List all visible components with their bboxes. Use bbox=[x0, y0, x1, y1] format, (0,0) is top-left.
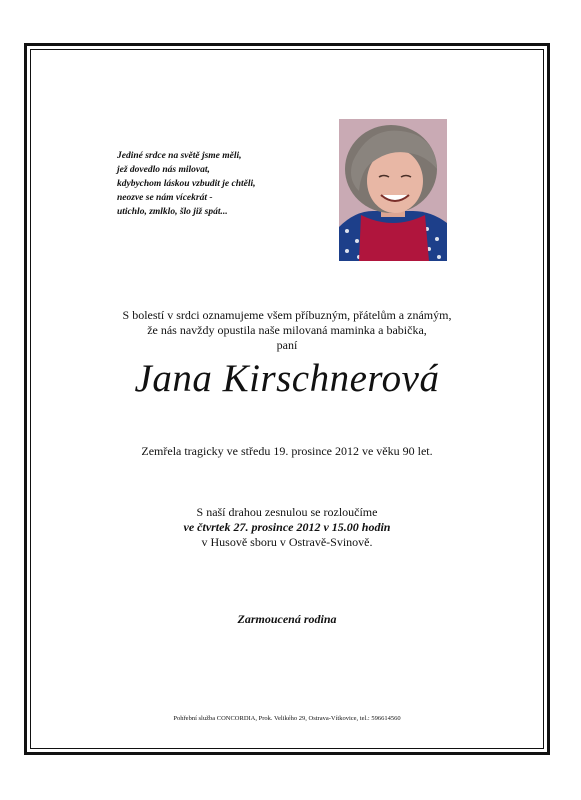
deceased-name: Jana Kirschnerová bbox=[134, 357, 440, 400]
poem-line: utichlo, zmlklo, šlo již spát... bbox=[117, 207, 228, 217]
portrait-photo bbox=[339, 119, 447, 261]
funeral-service-footer: Pohřební služba CONCORDIA, Prok. Velikého 29, Ostrava-Vítkovice, tel.: 596614560 bbox=[173, 715, 401, 722]
announcement-line: paní bbox=[276, 338, 298, 352]
announcement-line: že nás navždy opustila naše milovaná maminka a babička, bbox=[147, 323, 427, 337]
poem-line: kdybychom láskou vzbudit je chtěli, bbox=[117, 179, 256, 189]
poem-line: Jediné srdce na světě jsme měli, bbox=[117, 151, 242, 161]
funeral-details bbox=[60, 505, 514, 550]
announcement-line: S bolestí v srdci oznamujeme všem příbuzným, přátelům a známým, bbox=[122, 308, 452, 322]
funeral-intro: S naší drahou zesnulou se rozloučíme bbox=[196, 505, 378, 519]
funeral-place: v Husově sboru v Ostravě-Svinově. bbox=[201, 535, 373, 549]
family-signature: Zarmoucená rodina bbox=[237, 612, 337, 626]
poem-line: neozve se nám vícekrát - bbox=[117, 193, 213, 203]
death-notice: Zemřela tragicky ve středu 19. prosince 2012 ve věku 90 let. bbox=[141, 444, 433, 458]
memorial-poem bbox=[117, 149, 317, 219]
funeral-datetime: ve čtvrtek 27. prosince 2012 v 15.00 hodin bbox=[183, 520, 391, 534]
announcement-text bbox=[60, 308, 514, 353]
poem-line: jež dovedlo nás milovat, bbox=[117, 165, 210, 175]
portrait-illustration bbox=[339, 119, 447, 261]
